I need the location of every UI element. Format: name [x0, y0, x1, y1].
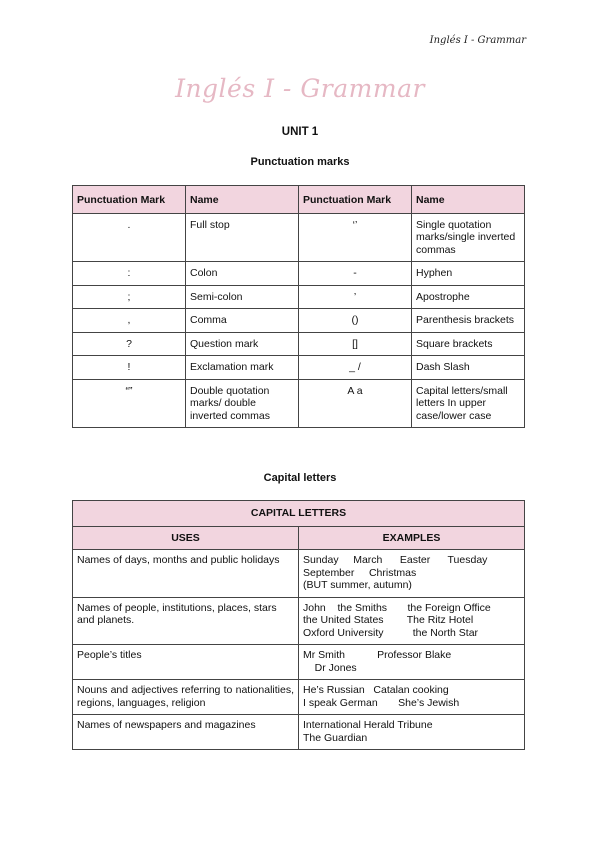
punctuation-mark: ’ — [299, 285, 412, 309]
document-title: Inglés I - Grammar — [175, 74, 425, 103]
table-row — [73, 715, 525, 750]
table-row — [73, 309, 525, 333]
punctuation-mark: ! — [73, 356, 186, 380]
unit-title: UNIT 1 — [281, 126, 319, 138]
punctuation-name: Full stop — [186, 213, 299, 262]
use-cell: People’s titles — [73, 645, 299, 680]
punctuation-name: Hyphen — [412, 262, 525, 286]
punctuation-mark: - — [299, 262, 412, 286]
table-row — [73, 597, 525, 645]
use-cell: Names of newspapers and magazines — [73, 715, 299, 750]
use-cell: Names of people, institutions, places, stars and planets. — [73, 597, 299, 645]
punctuation-mark: : — [73, 262, 186, 286]
punctuation-mark: ? — [73, 332, 186, 356]
punctuation-name: Question mark — [186, 332, 299, 356]
punctuation-name: Parenthesis brackets — [412, 309, 525, 333]
punctuation-section-title: Punctuation marks — [250, 156, 350, 168]
punctuation-name: Semi-colon — [186, 285, 299, 309]
example-line: I speak German She’s Jewish — [303, 696, 460, 709]
punctuation-mark: [] — [299, 332, 412, 356]
use-cell: Nouns and adjectives referring to nationalities, regions, languages, religion — [73, 680, 299, 715]
punctuation-mark: , — [73, 309, 186, 333]
punctuation-name: Capital letters/small letters In upper case/lower case — [412, 379, 525, 428]
capital-letters-table — [72, 500, 525, 750]
punctuation-name: Single quotation marks/single inverted commas — [412, 213, 525, 262]
punctuation-name: Dash Slash — [412, 356, 525, 380]
header-name: Name — [186, 186, 299, 214]
capital-letters-caption: CAPITAL LETTERS — [73, 501, 525, 527]
capital-header-row — [73, 526, 525, 550]
table-row — [73, 680, 525, 715]
example-line: (BUT summer, autumn) — [303, 579, 412, 591]
example-line: International Herald Tribune — [303, 719, 433, 731]
punctuation-mark: “” — [73, 379, 186, 428]
table-row — [73, 332, 525, 356]
example-line: John the Smiths the Foreign Office — [303, 601, 491, 614]
punctuation-name: Square brackets — [412, 332, 525, 356]
example-line: Sunday March Easter Tuesday — [303, 554, 488, 566]
table-row — [73, 379, 525, 428]
punctuation-name: Apostrophe — [412, 285, 525, 309]
running-header: Inglés I - Grammar — [429, 35, 526, 46]
header-name: Name — [412, 186, 525, 214]
example-line: Mr Smith Professor Blake — [303, 649, 452, 661]
example-line: Dr Jones — [303, 661, 357, 674]
table-row — [73, 262, 525, 286]
punctuation-mark: ; — [73, 285, 186, 309]
header-punctuation-mark: Punctuation Mark — [73, 186, 186, 214]
example-line: September Christmas — [303, 566, 417, 579]
examples-cell — [299, 597, 525, 645]
table-row — [73, 213, 525, 262]
punctuation-name: Comma — [186, 309, 299, 333]
punctuation-mark: ‘’ — [299, 213, 412, 262]
header-uses: USES — [73, 526, 299, 550]
examples-cell — [299, 715, 525, 750]
capital-letters-section-title: Capital letters — [263, 472, 337, 484]
punctuation-name: Exclamation mark — [186, 356, 299, 380]
punctuation-mark: A a — [299, 379, 412, 428]
examples-cell — [299, 550, 525, 598]
header-examples: EXAMPLES — [299, 526, 525, 550]
examples-cell — [299, 680, 525, 715]
header-punctuation-mark: Punctuation Mark — [299, 186, 412, 214]
punctuation-table — [72, 185, 525, 428]
example-line: He’s Russian Catalan cooking — [303, 684, 449, 696]
example-line: The Guardian — [303, 731, 368, 744]
punctuation-name: Colon — [186, 262, 299, 286]
table-row — [73, 356, 525, 380]
example-line: the United States The Ritz Hotel — [303, 614, 474, 626]
examples-cell — [299, 645, 525, 680]
table-row — [73, 645, 525, 680]
capital-caption-row — [73, 501, 525, 527]
punctuation-mark: . — [73, 213, 186, 262]
punctuation-name: Double quotation marks/ double inverted commas — [186, 379, 299, 428]
punctuation-header-row — [73, 186, 525, 214]
table-row — [73, 550, 525, 598]
table-row — [73, 285, 525, 309]
use-cell: Names of days, months and public holidays — [73, 550, 299, 598]
example-line: Oxford University the North Star — [303, 626, 479, 639]
punctuation-mark: _ / — [299, 356, 412, 380]
punctuation-mark: () — [299, 309, 412, 333]
